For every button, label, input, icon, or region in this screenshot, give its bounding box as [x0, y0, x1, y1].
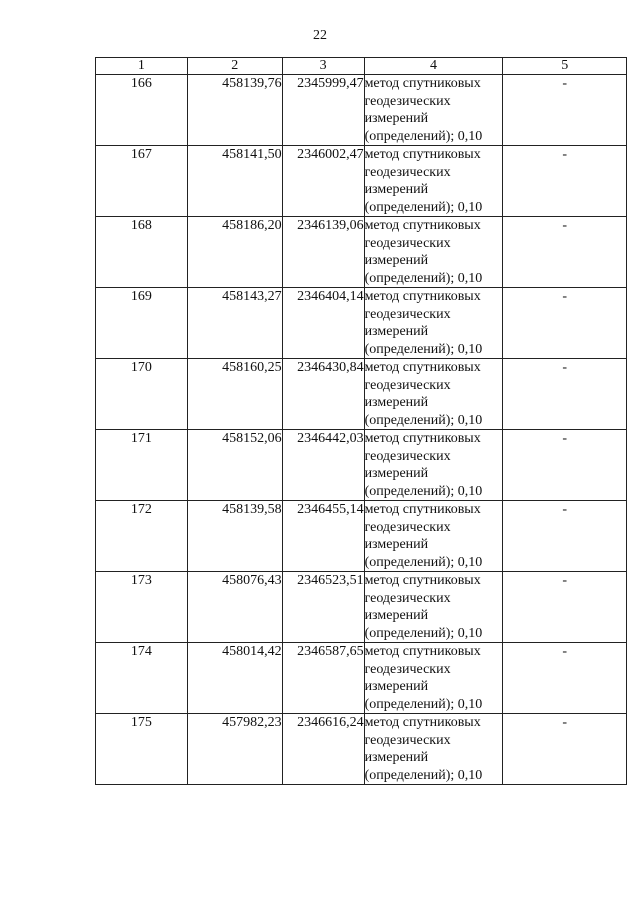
coordinate-y: 2346430,84: [282, 359, 364, 430]
method-line: геодезических: [364, 235, 451, 251]
page-number: 22: [313, 28, 327, 43]
method-line: метод спутниковых: [364, 76, 481, 91]
point-number: 167: [96, 146, 188, 217]
method-accuracy: [364, 359, 503, 430]
note: -: [503, 146, 627, 217]
method-line: геодезических: [364, 93, 451, 109]
method-line: (определений); 0,10: [364, 412, 483, 428]
method-line: геодезических: [364, 732, 451, 748]
coordinate-x: 458014,42: [187, 643, 282, 714]
table-row: [96, 430, 627, 501]
method-line: измерений: [364, 395, 429, 410]
coordinate-y: 2346002,47: [282, 146, 364, 217]
method-accuracy: [364, 146, 503, 217]
coordinate-x: 458143,27: [187, 288, 282, 359]
method-line: геодезических: [364, 590, 451, 606]
coordinate-x: 458160,25: [187, 359, 282, 430]
method-line: (определений); 0,10: [364, 767, 483, 783]
point-number: 173: [96, 572, 188, 643]
method-line: (определений); 0,10: [364, 483, 483, 499]
method-line: измерений: [364, 253, 429, 268]
coordinate-x: 457982,23: [187, 714, 282, 785]
method-line: измерений: [364, 750, 429, 765]
coordinate-x: 458139,76: [187, 75, 282, 146]
coordinate-x: 458139,58: [187, 501, 282, 572]
note: -: [503, 217, 627, 288]
column-header-3: 3: [282, 58, 364, 75]
method-accuracy: [364, 217, 503, 288]
method-line: метод спутниковых: [364, 218, 481, 233]
table-row: [96, 359, 627, 430]
method-line: (определений); 0,10: [364, 199, 483, 215]
note: -: [503, 572, 627, 643]
method-line: (определений); 0,10: [364, 554, 483, 570]
coordinate-y: 2346616,24: [282, 714, 364, 785]
method-line: измерений: [364, 466, 429, 481]
table-row: [96, 501, 627, 572]
note: -: [503, 359, 627, 430]
table-row: [96, 714, 627, 785]
column-header-4: 4: [364, 58, 503, 75]
method-line: геодезических: [364, 519, 451, 535]
method-accuracy: [364, 75, 503, 146]
method-line: метод спутниковых: [364, 644, 481, 659]
column-header-5: 5: [503, 58, 627, 75]
point-number: 175: [96, 714, 188, 785]
point-number: 166: [96, 75, 188, 146]
coordinate-y: 2346139,06: [282, 217, 364, 288]
method-accuracy: [364, 714, 503, 785]
method-line: геодезических: [364, 448, 451, 464]
method-line: (определений); 0,10: [364, 696, 483, 712]
coordinate-x: 458076,43: [187, 572, 282, 643]
point-number: 174: [96, 643, 188, 714]
column-header-2: 2: [187, 58, 282, 75]
method-line: (определений); 0,10: [364, 625, 483, 641]
method-line: геодезических: [364, 306, 451, 322]
table-row: [96, 75, 627, 146]
note: -: [503, 501, 627, 572]
method-accuracy: [364, 430, 503, 501]
method-line: измерений: [364, 111, 429, 126]
point-number: 168: [96, 217, 188, 288]
coordinate-y: 2346587,65: [282, 643, 364, 714]
table-row: [96, 146, 627, 217]
method-line: измерений: [364, 537, 429, 552]
method-line: метод спутниковых: [364, 573, 481, 588]
note: -: [503, 430, 627, 501]
point-number: 172: [96, 501, 188, 572]
method-line: геодезических: [364, 377, 451, 393]
method-line: измерений: [364, 182, 429, 197]
method-line: (определений); 0,10: [364, 128, 483, 144]
method-accuracy: [364, 501, 503, 572]
column-header-1: 1: [96, 58, 188, 75]
table-row: [96, 217, 627, 288]
method-line: метод спутниковых: [364, 431, 481, 446]
method-accuracy: [364, 288, 503, 359]
note: -: [503, 288, 627, 359]
coordinate-y: 2346442,03: [282, 430, 364, 501]
method-line: геодезических: [364, 164, 451, 180]
method-line: метод спутниковых: [364, 502, 481, 517]
method-line: метод спутниковых: [364, 715, 481, 730]
table-row: [96, 643, 627, 714]
method-line: измерений: [364, 608, 429, 623]
note: -: [503, 643, 627, 714]
point-number: 170: [96, 359, 188, 430]
method-line: геодезических: [364, 661, 451, 677]
method-line: измерений: [364, 324, 429, 339]
coordinates-table: [95, 57, 627, 785]
point-number: 171: [96, 430, 188, 501]
table-row: [96, 572, 627, 643]
method-line: метод спутниковых: [364, 360, 481, 375]
table-header-row: [96, 58, 627, 75]
method-line: (определений); 0,10: [364, 341, 483, 357]
method-line: метод спутниковых: [364, 289, 481, 304]
coordinate-y: 2346455,14: [282, 501, 364, 572]
point-number: 169: [96, 288, 188, 359]
table-row: [96, 288, 627, 359]
coordinate-x: 458141,50: [187, 146, 282, 217]
method-line: метод спутниковых: [364, 147, 481, 162]
note: -: [503, 75, 627, 146]
coordinate-y: 2345999,47: [282, 75, 364, 146]
coordinate-y: 2346523,51: [282, 572, 364, 643]
method-line: измерений: [364, 679, 429, 694]
coordinate-x: 458186,20: [187, 217, 282, 288]
method-accuracy: [364, 572, 503, 643]
note: -: [503, 714, 627, 785]
method-accuracy: [364, 643, 503, 714]
table-body: [96, 75, 627, 785]
coordinate-y: 2346404,14: [282, 288, 364, 359]
method-line: (определений); 0,10: [364, 270, 483, 286]
coordinate-x: 458152,06: [187, 430, 282, 501]
